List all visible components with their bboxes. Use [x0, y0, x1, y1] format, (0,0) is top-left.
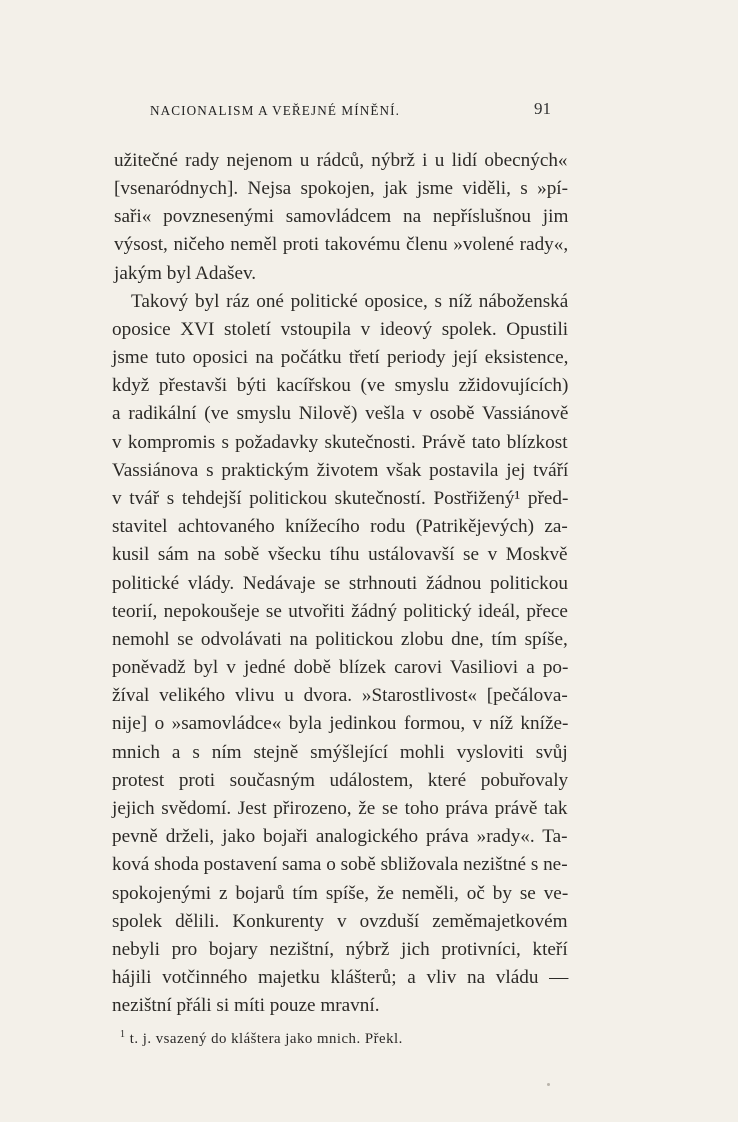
text-line: hájili votčinného majetku klášterů; a vliv na vládu —: [112, 967, 569, 988]
text-line: nemohl se odvolávati na politickou zlobu dne, tím spíše,: [112, 629, 568, 650]
text-line: kusil sám na sobě všecku tíhu ustálovavší se v Moskvě: [112, 544, 568, 565]
footnote-text: t. j. vsazený do kláštera jako mnich. Překl.: [129, 1030, 403, 1047]
text-line: spolek dělili. Konkurenty v ovzduší zeměmajetkovém: [112, 911, 568, 932]
text-line: jsme tuto oposici na počátku třetí periody její eksistence,: [112, 347, 569, 368]
text-line: žíval velikého vlivu u dvora. »Starostlivost« [pečálova-: [112, 685, 568, 706]
text-line: poněvadž byl v jedné době blízek carovi Vasiliovi a po-: [112, 657, 569, 678]
text-line: v kompromis s požadavky skutečnosti. Právě tato blízkost: [112, 432, 568, 453]
text-line: pevně drželi, jako bojaři analogického práva »rady«. Ta-: [112, 826, 568, 847]
text-line: Vassiánova s praktickým životem však postavila jej tváří: [112, 460, 569, 481]
footnote-marker: 1: [120, 1029, 126, 1040]
text-line: protest proti současným událostem, které pobuřovaly: [112, 770, 569, 791]
text-line: oposice XVI století vstoupila v ideový spolek. Opustili: [112, 319, 569, 340]
text-line: stavitel achtovaného knížecího rodu (Patrikějevých) za-: [112, 516, 568, 537]
text-line: mnich a s ním stejně smýšlející mohli vysloviti svůj: [112, 742, 568, 763]
text-line: nije] o »samovládce« byla jedinkou formou, v níž kníže-: [112, 713, 569, 734]
text-line: ková shoda postavení sama o sobě sbližovala nezištné s ne-: [112, 854, 568, 875]
paper-speck: [547, 1083, 550, 1086]
text-line: a radikální (ve smyslu Nilově) vešla v osobě Vassiánově: [112, 403, 569, 424]
text-line: jejich svědomí. Jest přirozeno, že se toho práva právě tak: [112, 798, 568, 819]
text-line: nezištní přáli si míti pouze mravní.: [112, 995, 380, 1016]
text-line: jakým byl Adašev.: [114, 263, 257, 284]
text-line: saři« povznesenými samovládcem na nepříslušnou jim: [114, 206, 569, 227]
text-line: když přestavši býti kacířskou (ve smyslu zžidovujících): [112, 375, 569, 396]
text-line: teorií, nepokoušeje se utvořiti žádný politický ideál, přece: [112, 601, 568, 622]
page-number: 91: [534, 99, 551, 118]
text-line: užitečné rady nejenom u rádců, nýbrž i u lidí obecných«: [114, 150, 568, 171]
text-line: nebyli pro bojary nezištní, nýbrž jich protivníci, kteří: [112, 939, 568, 960]
text-line: [vsenaródnych]. Nejsa spokojen, jak jsme viděli, s »pí-: [114, 178, 569, 199]
footnote: [120, 1029, 403, 1048]
text-line: výsost, ničeho neměl proti takovému členu »volené rady«,: [114, 234, 569, 255]
text-line: politické vlády. Nedávaje se strhnouti žádnou politickou: [112, 573, 568, 594]
text-line: spokojenými z bojarů tím spíše, že neměli, oč by se ve-: [112, 883, 569, 904]
text-line: v tvář s tehdejší politickou skutečností. Postřižený¹ před-: [112, 488, 569, 509]
text-line: Takový byl ráz oné politické oposice, s níž náboženská: [131, 291, 569, 312]
running-head-title: NACIONALISM A VEŘEJNÉ MÍNĚNÍ.: [150, 103, 400, 118]
